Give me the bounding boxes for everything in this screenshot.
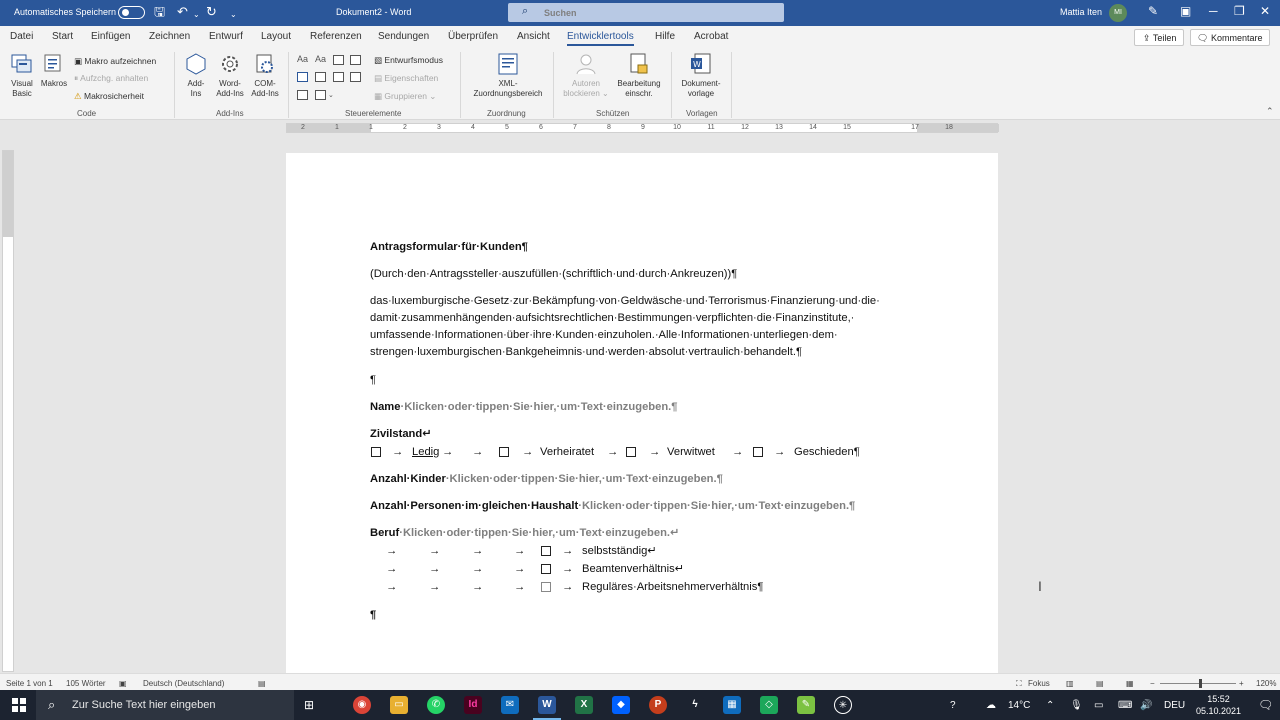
comments-button[interactable]: 🗨 Kommentare (1190, 29, 1270, 46)
group-addins-label: Add-Ins (216, 109, 244, 118)
com-addins-button[interactable] (247, 52, 283, 99)
intro-line-2[interactable]: damit·zusammenhängenden·aufsichtsrechtlichen·Bestimmungen·verpflichten·die·Finanzinstitute,· (370, 312, 855, 324)
accessibility-icon[interactable]: ▤ (258, 679, 266, 688)
horizontal-ruler[interactable] (286, 123, 998, 133)
checkbox-control-icon[interactable] (297, 72, 308, 82)
tab-arrow-icon: → (649, 446, 661, 458)
microphone-icon[interactable]: 🎙 (1070, 700, 1083, 711)
collapse-ribbon-icon[interactable]: ⌃ (1266, 106, 1274, 116)
building-block-control-icon[interactable] (350, 55, 361, 65)
visual-basic-label-2: Basic (12, 89, 32, 98)
com-addins-label-2: Add-Ins (251, 89, 279, 98)
pause-recording-label: Aufzchg. anhalten (80, 73, 149, 83)
group-mapping-label: Zuordnung (487, 109, 526, 118)
ruler-number: 1 (369, 124, 373, 131)
user-lock-icon (574, 52, 598, 76)
addins-label-2: Ins (190, 89, 202, 98)
restrict-editing-icon (627, 52, 651, 76)
tab-arrow-icon: → (732, 446, 744, 458)
ruler-number: 3 (437, 124, 441, 131)
option-civil-servant: Beamtenverhältnis↵ (582, 563, 685, 575)
macros-icon (42, 52, 66, 76)
group-templates-label: Vorlagen (686, 109, 718, 118)
tab-arrow-icon: → (429, 545, 441, 557)
ruler-number: 17 (911, 124, 919, 131)
ruler-right-margin (917, 124, 999, 132)
design-mode-label: Entwurfsmodus (384, 55, 443, 65)
richtext-control-icon[interactable]: Aa (297, 54, 309, 64)
battery-icon[interactable]: ▭ (1094, 700, 1104, 711)
option-self-employed: selbstständig↵ (582, 545, 657, 557)
addins-label-1: Add- (187, 79, 205, 88)
legacy-tools-icon[interactable] (315, 90, 326, 100)
svg-text:W: W (693, 60, 701, 69)
tab-start[interactable]: Start (52, 31, 74, 42)
option-verwitwet: Verwitwet (667, 446, 715, 458)
name-label: Name (370, 401, 401, 413)
pause-icon: ⏸ (74, 73, 79, 83)
pen-icon[interactable]: ✎ (1148, 4, 1159, 18)
tab-arrow-icon: → (472, 446, 484, 458)
record-macro-button[interactable] (74, 56, 156, 67)
weather-temperature[interactable]: 14°C (1008, 700, 1031, 711)
tab-arrow-icon: → (472, 545, 484, 557)
word-count[interactable]: 105 Wörter (66, 679, 106, 688)
search-icon: ⌕ (48, 697, 56, 712)
customize-qat-icon[interactable]: ⌄ (230, 10, 237, 19)
tab-arrow-icon: → (392, 446, 404, 458)
taskbar (0, 690, 1280, 720)
xml-mapping-label-2: Zuordnungsbereich (473, 89, 543, 98)
job-field[interactable] (370, 525, 679, 543)
ruler-number: 15 (843, 124, 851, 131)
title-bar (0, 0, 1280, 26)
legacy-tools-dropdown-icon[interactable]: ⌄ (328, 92, 334, 99)
repeating-section-icon[interactable] (297, 90, 308, 100)
household-placeholder[interactable]: ·Klicken·oder·tippen·Sie·hier,·um·Text·einzugeben.¶ (578, 500, 856, 512)
minimize-icon[interactable]: ─ (1209, 4, 1218, 18)
clock-time: 15:52 (1207, 694, 1230, 704)
visual-basic-icon (10, 52, 34, 76)
ribbon-separator (174, 52, 175, 118)
calendar-icon[interactable]: ▦ (723, 696, 741, 714)
name-placeholder[interactable]: ·Klicken·oder·tippen·Sie·hier,·um·Text·einzugeben.¶ (400, 401, 678, 413)
block-authors-label-2: blockieren (563, 89, 600, 98)
name-field[interactable] (370, 399, 678, 417)
ruler-number: 2 (301, 124, 305, 131)
household-field[interactable] (370, 498, 855, 516)
undo-dropdown-icon[interactable]: ⌄ (193, 10, 200, 19)
xml-mapping-label-1: XML- (498, 79, 518, 88)
tab-arrow-icon: → (429, 581, 441, 593)
checkbox-verwitwet[interactable] (626, 447, 636, 457)
ribbon (0, 48, 1280, 120)
word-template-icon (689, 52, 713, 76)
tab-arrow-icon: → (386, 563, 398, 575)
form-subtitle[interactable]: (Durch·den·Antragssteller·auszufüllen·(schriftlich·und·durch·Ankreuzen))¶ (370, 268, 738, 280)
chrome-icon[interactable]: ◉ (353, 696, 371, 714)
design-mode-button[interactable] (374, 55, 443, 66)
tab-arrow-icon: → (562, 581, 574, 593)
ruler-number: 10 (673, 124, 681, 131)
vertical-ruler-margin (3, 151, 13, 237)
children-label: Anzahl·Kinder (370, 473, 446, 485)
language-indicator[interactable]: Deutsch (Deutschland) (143, 679, 225, 688)
close-icon[interactable]: ✕ (1260, 4, 1271, 18)
warning-icon: ⚠ (74, 91, 82, 101)
ruler-number: 11 (707, 124, 715, 131)
properties-icon: ▤ (374, 73, 383, 83)
clock[interactable] (1196, 693, 1241, 717)
tab-arrow-icon: → (386, 545, 398, 557)
picture-control-icon[interactable] (333, 55, 344, 65)
group-code-label: Code (77, 109, 97, 118)
checkbox-self-employed[interactable] (541, 546, 551, 556)
user-name[interactable]: Mattia Iten (1060, 7, 1103, 17)
visual-basic-button[interactable] (6, 52, 38, 99)
focus-mode-button[interactable]: Fokus (1028, 679, 1050, 688)
dropbox-icon[interactable]: ◆ (612, 696, 630, 714)
tab-arrow-icon: → (562, 563, 574, 575)
ribbon-separator (460, 52, 461, 118)
taskbar-search[interactable] (36, 690, 294, 720)
com-addins-icon (253, 52, 277, 76)
household-label: Anzahl·Personen·im·gleichen·Haushalt (370, 500, 579, 512)
word-addins-label-2: Add-Ins (216, 89, 244, 98)
ribbon-separator (671, 52, 672, 118)
com-addins-label-1: COM- (254, 79, 276, 88)
whatsapp-icon[interactable]: ✆ (427, 696, 445, 714)
ruler-number: 12 (741, 124, 749, 131)
autosave-toggle[interactable] (118, 6, 145, 19)
pause-recording-button[interactable] (74, 73, 148, 84)
ruler-number: 8 (607, 124, 611, 131)
group-controls-label: Steuerelemente (345, 109, 402, 118)
intro-line-4[interactable]: strengen·luxemburgischen·Bankgeheimnis·und·werden·absolut·vertraulich·behandelt.¶ (370, 346, 802, 358)
dropdown-control-icon[interactable] (333, 72, 344, 82)
tab-arrow-icon: → (514, 545, 526, 557)
clock-date: 05.10.2021 (1196, 706, 1242, 716)
vertical-ruler[interactable] (2, 150, 14, 672)
share-button[interactable]: ⇪ Teilen (1134, 29, 1184, 46)
xml-mapping-button[interactable] (466, 52, 550, 99)
checkbox-verheiratet[interactable] (499, 447, 509, 457)
indesign-icon[interactable]: Id (464, 696, 482, 714)
excel-icon[interactable]: X (575, 696, 593, 714)
addins-button[interactable] (180, 52, 212, 99)
undo-icon[interactable]: ↶ (177, 4, 188, 19)
checkbox-employee[interactable] (541, 582, 551, 592)
ruler-left-margin (287, 124, 371, 132)
document-template-label-2: vorlage (687, 89, 715, 98)
ruler-number: 5 (505, 124, 509, 131)
ruler-number: 4 (471, 124, 475, 131)
tab-arrow-icon: → (429, 563, 441, 575)
ruler-number: 13 (775, 124, 783, 131)
tab-entwurf[interactable]: Entwurf (209, 31, 243, 42)
checkbox-ledig[interactable] (371, 447, 381, 457)
group-button[interactable]: ▦ Gruppieren ⌄ (374, 91, 437, 101)
windows-start-icon[interactable] (12, 698, 26, 712)
search-box[interactable] (508, 3, 784, 22)
empty-paragraph[interactable]: ¶ (370, 374, 377, 386)
tab-referenzen[interactable]: Referenzen (310, 31, 362, 42)
tab-sendungen[interactable]: Sendungen (378, 31, 430, 42)
option-geschieden: Geschieden¶ (794, 446, 860, 458)
tab-arrow-icon: → (514, 563, 526, 575)
tab-hilfe[interactable]: Hilfe (655, 31, 676, 42)
status-bar (0, 673, 1280, 690)
tab-datei[interactable]: Datei (10, 31, 34, 42)
powerpoint-icon[interactable]: P (649, 696, 667, 714)
task-view-icon[interactable]: ⊞ (304, 698, 315, 712)
addins-icon (184, 52, 208, 76)
macro-security-button[interactable] (74, 91, 144, 102)
web-layout-icon[interactable]: ▦ (1126, 679, 1134, 688)
lightning-app-icon[interactable]: ϟ (686, 696, 704, 714)
tab-arrow-icon: → (514, 581, 526, 593)
ribbon-separator (288, 52, 289, 118)
ruler-number: 2 (403, 124, 407, 131)
taskbar-search-placeholder: Zur Suche Text hier eingeben (72, 699, 216, 711)
ribbon-separator (553, 52, 554, 118)
checkbox-geschieden[interactable] (753, 447, 763, 457)
last-paragraph-mark[interactable]: ¶ (370, 609, 377, 621)
gear-icon (218, 52, 242, 76)
zoom-out-button[interactable]: − (1150, 679, 1155, 688)
zoom-slider-thumb[interactable] (1199, 679, 1202, 688)
volume-icon[interactable]: 🔊 (1140, 700, 1153, 711)
redo-icon[interactable]: ↻ (206, 4, 217, 19)
macros-label: Makros (40, 79, 68, 88)
design-mode-icon: ▧ (374, 55, 383, 65)
group-protect-label: Schützen (596, 109, 630, 118)
job-placeholder[interactable]: ·Klicken·oder·tippen·Sie·hier,·um·Text·einzugeben.↵ (399, 527, 680, 539)
notifications-icon[interactable]: 🗨 (1258, 698, 1274, 712)
tab-arrow-icon: → (562, 545, 574, 557)
option-verheiratet: Verheiratet (540, 446, 595, 458)
page-count[interactable]: Seite 1 von 1 (6, 679, 53, 688)
word-addins-label-1: Word- (219, 79, 241, 88)
block-authors-button[interactable]: Autoren blockieren ⌄ (560, 52, 612, 99)
intro-line-3[interactable]: umfassende·Informationen·über·ihre·Kunden·einzuholen.·Alle·Informationen·unterliegen·dem· (370, 329, 838, 341)
document-template-button[interactable] (676, 52, 726, 99)
ruler-number: 9 (641, 124, 645, 131)
print-layout-icon[interactable]: ▤ (1096, 679, 1104, 688)
notes-app-icon[interactable]: ✎ (797, 696, 815, 714)
ruler-zone (0, 121, 1280, 135)
search-icon: ⌕ (522, 5, 529, 17)
word-icon[interactable]: W (538, 696, 556, 714)
visual-basic-label-1: Visual (11, 79, 33, 88)
xml-mapping-icon (496, 52, 520, 76)
zoom-level[interactable]: 120% (1256, 679, 1277, 688)
share-label: Teilen (1152, 33, 1177, 43)
tab-ansicht[interactable]: Ansicht (517, 31, 550, 42)
file-explorer-icon[interactable]: ▭ (390, 696, 408, 714)
zoom-in-button[interactable]: + (1239, 679, 1244, 688)
document-template-label-1: Dokument- (681, 79, 721, 88)
ruler-number: 18 (945, 124, 953, 131)
network-icon[interactable]: ⌨ (1118, 700, 1133, 711)
plaintext-control-icon[interactable]: Aa (315, 54, 327, 64)
combobox-control-icon[interactable] (315, 72, 326, 82)
chevron-up-icon[interactable]: ⌃ (1046, 700, 1055, 711)
group-label: Gruppieren (384, 91, 427, 101)
tab-arrow-icon: → (522, 446, 534, 458)
tab-zeichnen[interactable]: Zeichnen (149, 31, 191, 42)
word-addins-button[interactable] (212, 52, 248, 99)
help-icon[interactable]: ? (950, 700, 956, 711)
weather-icon[interactable]: ☁ (986, 700, 996, 711)
option-employee: Reguläres·Arbeitsnehmerverhältnis¶ (582, 581, 764, 593)
ruler-number: 6 (539, 124, 543, 131)
autosave-label: Automatisches Speichern (14, 7, 117, 17)
chatgpt-icon[interactable]: ✳ (834, 696, 852, 714)
mouse-cursor-icon: I (1038, 578, 1042, 594)
ruler-number: 14 (809, 124, 817, 131)
save-icon[interactable]: 🖫 (154, 4, 166, 19)
form-title[interactable]: Antragsformular·für·Kunden¶ (370, 241, 528, 253)
option-ledig: Ledig (412, 446, 440, 458)
properties-button[interactable] (374, 73, 438, 84)
tab-ueberpruefen[interactable]: Überprüfen (448, 31, 499, 42)
tab-acrobat[interactable]: Acrobat (694, 31, 729, 42)
mail-icon[interactable]: ✉ (501, 696, 519, 714)
children-placeholder[interactable]: ·Klicken·oder·tippen·Sie·hier,·um·Text·einzugeben.¶ (445, 473, 723, 485)
tab-einfuegen[interactable]: Einfügen (91, 31, 131, 42)
avatar[interactable]: MI (1109, 4, 1127, 22)
tab-arrow-icon: → (472, 581, 484, 593)
focus-icon[interactable]: ⛶ (1016, 679, 1022, 688)
ribbon-tabs (0, 26, 1280, 48)
children-field[interactable] (370, 471, 723, 489)
green-app-icon[interactable]: ◇ (760, 696, 778, 714)
zivilstand-label: Zivilstand↵ (370, 428, 432, 440)
checkbox-civil-servant[interactable] (541, 564, 551, 574)
restrict-editing-label-1: Bearbeitung (617, 79, 661, 88)
proofing-icon[interactable]: ▣ (119, 679, 127, 688)
job-label: Beruf (370, 527, 400, 539)
document-title: Dokument2 - Word (336, 7, 412, 17)
ribbon-separator (731, 52, 732, 118)
read-mode-icon[interactable]: ▥ (1066, 679, 1074, 688)
record-macro-label: Makro aufzeichnen (84, 56, 157, 66)
search-placeholder: Suchen (544, 8, 577, 18)
restrict-editing-button[interactable] (612, 52, 666, 99)
record-icon: ▣ (74, 56, 83, 66)
tab-arrow-icon: → (607, 446, 619, 458)
restore-icon[interactable]: ❐ (1234, 4, 1245, 18)
comments-label: Kommentare (1210, 33, 1263, 43)
properties-label: Eigenschaften (384, 73, 439, 83)
tab-arrow-icon: → (442, 446, 454, 458)
group-icon: ▦ (374, 91, 383, 101)
ribbon-display-icon[interactable]: ▣ (1180, 4, 1192, 18)
tab-layout[interactable]: Layout (261, 31, 292, 42)
date-control-icon[interactable] (350, 72, 361, 82)
tab-arrow-icon: → (472, 563, 484, 575)
macros-button[interactable] (38, 52, 70, 89)
tab-entwicklertools[interactable]: Entwicklertools (567, 31, 634, 42)
tab-arrow-icon: → (386, 581, 398, 593)
document-page[interactable] (286, 153, 998, 673)
input-language[interactable]: DEU (1164, 700, 1186, 711)
ruler-number: 7 (573, 124, 577, 131)
restrict-editing-label-2: einschr. (625, 89, 653, 98)
ruler-number: 1 (335, 124, 339, 131)
intro-line-1[interactable]: das·luxemburgische·Gesetz·zur·Bekämpfung·von·Geldwäsche·und·Terrorismus·Finanzierung·und·die· (370, 295, 880, 307)
macro-security-label: Makrosicherheit (84, 91, 144, 101)
zoom-slider[interactable] (1160, 683, 1236, 684)
tab-arrow-icon: → (774, 446, 786, 458)
block-authors-label-1: Autoren (571, 79, 601, 88)
